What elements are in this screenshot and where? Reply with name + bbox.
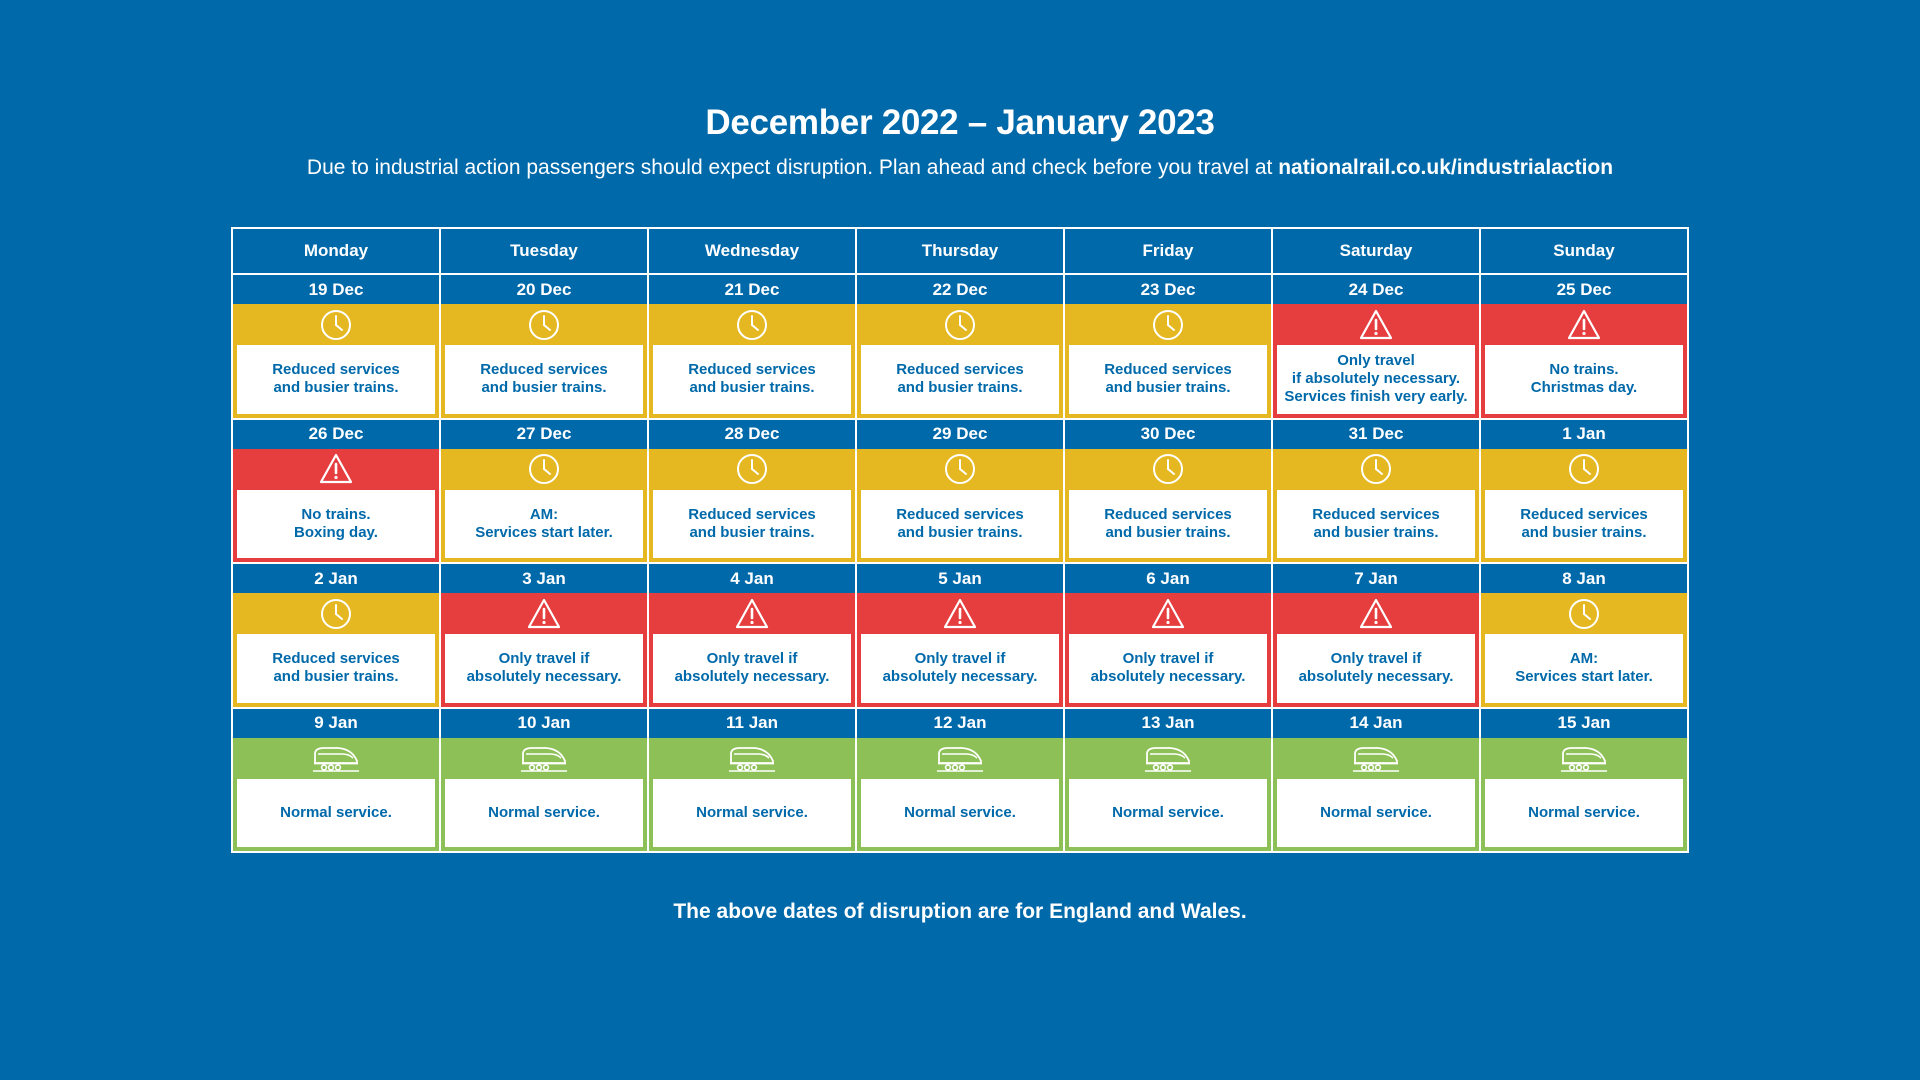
day-date: 20 Dec: [441, 275, 647, 304]
page-title: December 2022 – January 2023: [705, 103, 1215, 142]
day-note: Reduced services and busier trains.: [1069, 490, 1267, 559]
day-date: 19 Dec: [233, 275, 439, 304]
clock-icon: [1069, 304, 1267, 345]
warning-icon: [653, 593, 851, 634]
status-green: [1481, 738, 1687, 852]
clock-icon: [1277, 449, 1475, 490]
day-date: 2 Jan: [233, 564, 439, 593]
clock-icon: [237, 304, 435, 345]
warning-icon: [1277, 304, 1475, 345]
status-green: [1065, 738, 1271, 852]
calendar-day: [649, 564, 855, 707]
warning-icon: [445, 593, 643, 634]
day-date: 21 Dec: [649, 275, 855, 304]
calendar-day: [1065, 275, 1271, 418]
calendar-day: [233, 420, 439, 563]
calendar-day: [857, 420, 1063, 563]
day-note: Normal service.: [237, 779, 435, 848]
clock-icon: [237, 593, 435, 634]
warning-icon: [861, 593, 1059, 634]
disruption-calendar: [231, 227, 1689, 853]
day-date: 31 Dec: [1273, 420, 1479, 449]
status-green: [441, 738, 647, 852]
clock-icon: [1485, 449, 1683, 490]
day-date: 8 Jan: [1481, 564, 1687, 593]
status-yellow: [233, 304, 439, 418]
status-yellow: [857, 449, 1063, 563]
calendar-day: [1481, 275, 1687, 418]
page-subtitle: [0, 156, 1920, 180]
warning-icon: [1277, 593, 1475, 634]
day-note: Reduced services and busier trains.: [861, 490, 1059, 559]
calendar-day: [441, 420, 647, 563]
day-header-monday: Monday: [233, 229, 439, 273]
day-note: Reduced services and busier trains.: [1485, 490, 1683, 559]
day-note: Only travel if absolutely necessary.: [653, 634, 851, 703]
warning-icon: [1069, 593, 1267, 634]
calendar-day: [1481, 564, 1687, 707]
status-red: [1273, 593, 1479, 707]
footer-note: The above dates of disruption are for England and Wales.: [673, 900, 1247, 923]
day-header-thursday: Thursday: [857, 229, 1063, 273]
status-red: [1481, 304, 1687, 418]
day-date: 3 Jan: [441, 564, 647, 593]
train-icon: [1277, 738, 1475, 779]
train-icon: [653, 738, 851, 779]
day-note: Reduced services and busier trains.: [445, 345, 643, 414]
calendar-day: [1481, 709, 1687, 852]
clock-icon: [653, 449, 851, 490]
day-header-friday: Friday: [1065, 229, 1271, 273]
day-date: 5 Jan: [857, 564, 1063, 593]
clock-icon: [861, 449, 1059, 490]
status-red: [233, 449, 439, 563]
train-icon: [445, 738, 643, 779]
day-note: AM: Services start later.: [1485, 634, 1683, 703]
status-green: [857, 738, 1063, 852]
day-header-wednesday: Wednesday: [649, 229, 855, 273]
calendar-day: [441, 564, 647, 707]
calendar-day: [1065, 564, 1271, 707]
industrial-action-link[interactable]: nationalrail.co.uk/industrialaction: [1278, 156, 1614, 179]
calendar-day: [649, 709, 855, 852]
day-note: Normal service.: [1277, 779, 1475, 848]
calendar-day: [233, 564, 439, 707]
calendar-day: [441, 709, 647, 852]
calendar-day: [441, 275, 647, 418]
calendar-day: [1273, 709, 1479, 852]
status-red: [649, 593, 855, 707]
status-yellow: [1481, 593, 1687, 707]
day-note: Normal service.: [653, 779, 851, 848]
calendar-day: [649, 420, 855, 563]
day-date: 6 Jan: [1065, 564, 1271, 593]
train-icon: [1485, 738, 1683, 779]
clock-icon: [445, 449, 643, 490]
day-note: Only travel if absolutely necessary.: [445, 634, 643, 703]
calendar-day: [233, 275, 439, 418]
status-red: [857, 593, 1063, 707]
status-yellow: [649, 449, 855, 563]
day-date: 22 Dec: [857, 275, 1063, 304]
day-date: 29 Dec: [857, 420, 1063, 449]
day-note: Normal service.: [861, 779, 1059, 848]
day-date: 15 Jan: [1481, 709, 1687, 738]
day-note: Normal service.: [1069, 779, 1267, 848]
status-yellow: [233, 593, 439, 707]
calendar-day: [1273, 420, 1479, 563]
day-date: 25 Dec: [1481, 275, 1687, 304]
calendar-day: [857, 275, 1063, 418]
status-green: [649, 738, 855, 852]
day-date: 28 Dec: [649, 420, 855, 449]
warning-icon: [237, 449, 435, 490]
day-date: 30 Dec: [1065, 420, 1271, 449]
status-green: [233, 738, 439, 852]
day-date: 10 Jan: [441, 709, 647, 738]
day-note: Only travel if absolutely necessary.: [1069, 634, 1267, 703]
train-icon: [237, 738, 435, 779]
day-date: 23 Dec: [1065, 275, 1271, 304]
day-note: No trains. Christmas day.: [1485, 345, 1683, 414]
day-header-saturday: Saturday: [1273, 229, 1479, 273]
subtitle-text: Due to industrial action passengers should expect disruption. Plan ahead and check before you travel at: [306, 156, 1279, 179]
status-red: [1273, 304, 1479, 418]
day-note: No trains. Boxing day.: [237, 490, 435, 559]
status-yellow: [1273, 449, 1479, 563]
train-icon: [861, 738, 1059, 779]
day-note: Normal service.: [1485, 779, 1683, 848]
status-yellow: [441, 449, 647, 563]
day-date: 27 Dec: [441, 420, 647, 449]
status-yellow: [441, 304, 647, 418]
day-date: 12 Jan: [857, 709, 1063, 738]
clock-icon: [1069, 449, 1267, 490]
day-date: 24 Dec: [1273, 275, 1479, 304]
calendar-day: [1273, 564, 1479, 707]
day-note: Reduced services and busier trains.: [237, 345, 435, 414]
day-note: Reduced services and busier trains.: [1069, 345, 1267, 414]
clock-icon: [445, 304, 643, 345]
status-yellow: [857, 304, 1063, 418]
status-yellow: [1065, 449, 1271, 563]
day-date: 13 Jan: [1065, 709, 1271, 738]
day-date: 4 Jan: [649, 564, 855, 593]
day-note: Reduced services and busier trains.: [653, 490, 851, 559]
status-red: [441, 593, 647, 707]
warning-icon: [1485, 304, 1683, 345]
day-header-sunday: Sunday: [1481, 229, 1687, 273]
clock-icon: [653, 304, 851, 345]
day-note: Reduced services and busier trains.: [861, 345, 1059, 414]
day-note: Only travel if absolutely necessary.: [1277, 634, 1475, 703]
day-date: 26 Dec: [233, 420, 439, 449]
clock-icon: [1485, 593, 1683, 634]
status-yellow: [649, 304, 855, 418]
calendar-day: [1481, 420, 1687, 563]
calendar-day: [857, 709, 1063, 852]
calendar-day: [857, 564, 1063, 707]
day-date: 9 Jan: [233, 709, 439, 738]
day-note: Reduced services and busier trains.: [237, 634, 435, 703]
clock-icon: [861, 304, 1059, 345]
day-note: Reduced services and busier trains.: [653, 345, 851, 414]
calendar-day: [649, 275, 855, 418]
day-date: 7 Jan: [1273, 564, 1479, 593]
status-yellow: [1065, 304, 1271, 418]
day-header-tuesday: Tuesday: [441, 229, 647, 273]
day-note: Only travel if absolutely necessary.: [861, 634, 1059, 703]
status-yellow: [1481, 449, 1687, 563]
calendar-day: [1273, 275, 1479, 418]
status-red: [1065, 593, 1271, 707]
day-date: 14 Jan: [1273, 709, 1479, 738]
day-note: AM: Services start later.: [445, 490, 643, 559]
day-note: Only travel if absolutely necessary. Services finish very early.: [1277, 345, 1475, 414]
calendar-day: [233, 709, 439, 852]
calendar-day: [1065, 420, 1271, 563]
train-icon: [1069, 738, 1267, 779]
day-note: Normal service.: [445, 779, 643, 848]
day-note: Reduced services and busier trains.: [1277, 490, 1475, 559]
day-date: 11 Jan: [649, 709, 855, 738]
status-green: [1273, 738, 1479, 852]
day-date: 1 Jan: [1481, 420, 1687, 449]
calendar-day: [1065, 709, 1271, 852]
